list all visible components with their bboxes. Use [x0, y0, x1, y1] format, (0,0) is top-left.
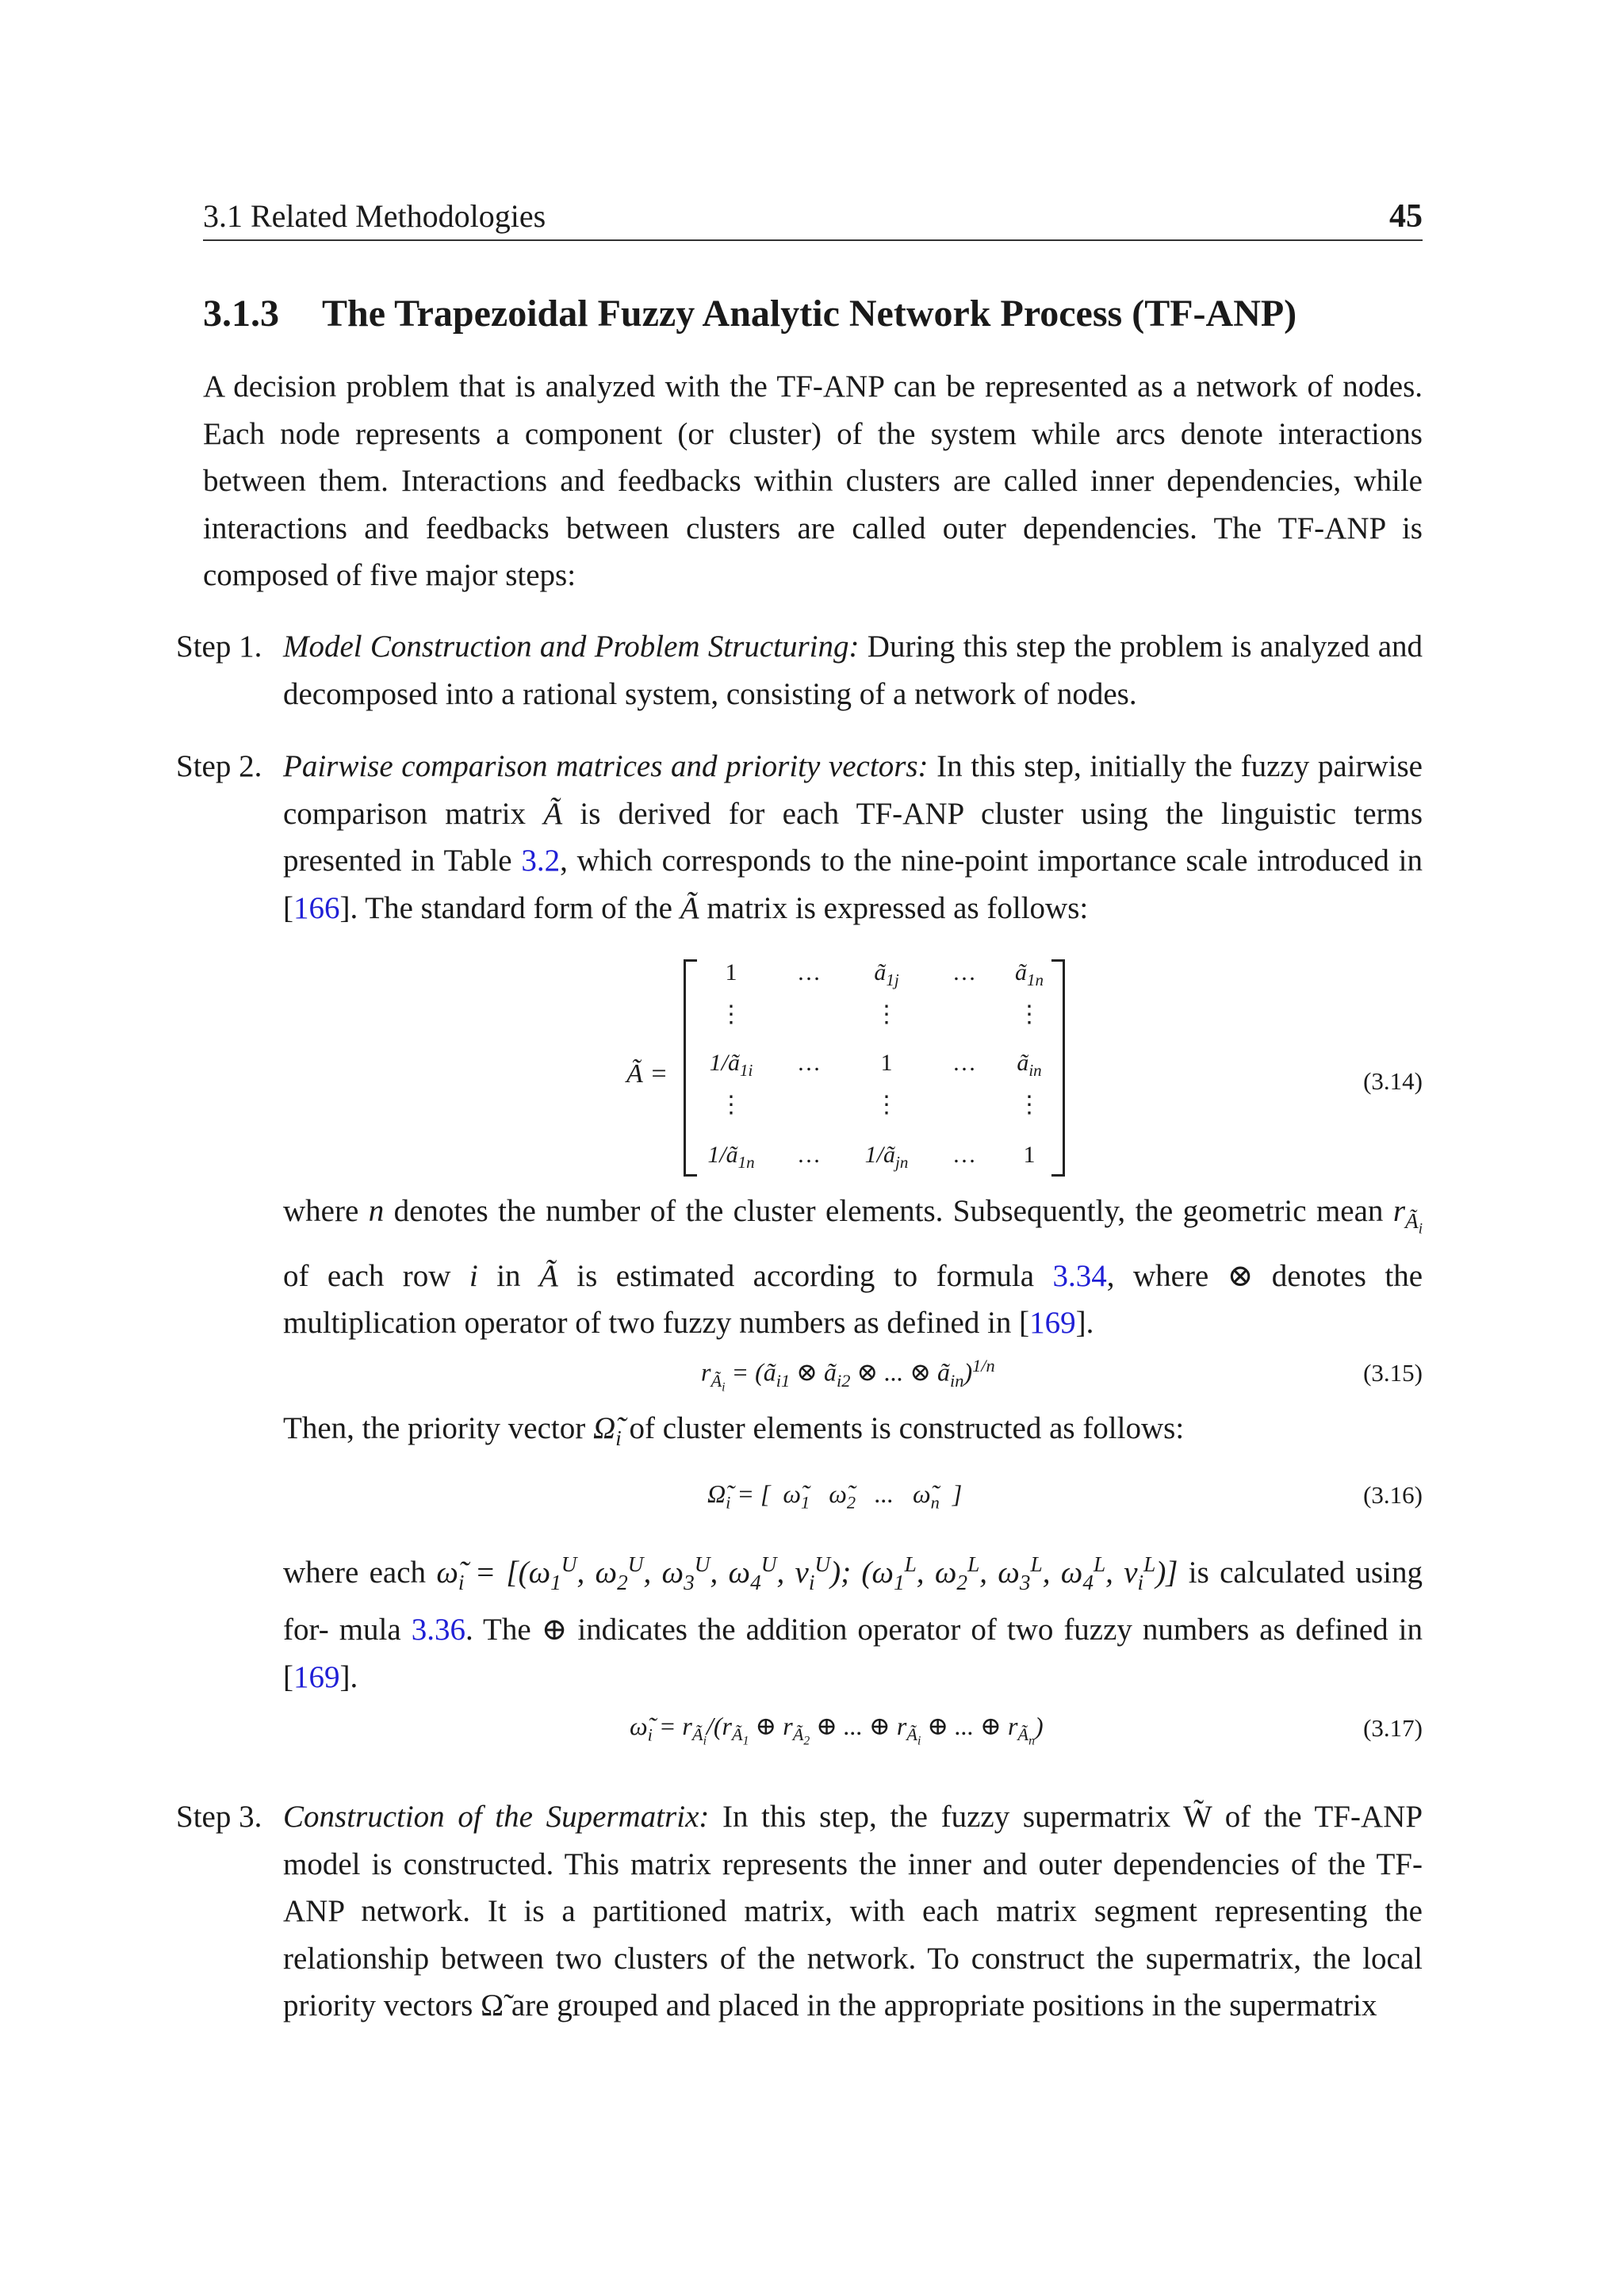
oplus-text: . The ⊕ indicates the addition operator of two fuzzy numbers as defined in	[465, 1613, 1423, 1647]
matrix-cell: …	[797, 1142, 824, 1168]
header-rule	[203, 239, 1423, 241]
matrix-cell: 1	[725, 959, 737, 985]
equation-number-3-17: (3.17)	[1363, 1714, 1423, 1742]
section-title: The Trapezoidal Fuzzy Analytic Network Process (TF-ANP)	[322, 293, 1297, 335]
matrix-cell: ⋮	[1017, 1092, 1041, 1118]
step-1-text: During this step the problem is analyzed and decomposed into a rational system, consisting of a network of nodes.	[283, 629, 1423, 711]
intro-paragraph: A decision problem that is analyzed with the TF-ANP can be represented as a network of nodes. Each node represents a component (or cluster) of the system while arcs denote interactions between them. Interactions and feedbacks within clusters are called inner dependencies, while interactions and feedbacks between clusters are called outer dependencies. The TF-ANP is composed of five major steps:	[203, 369, 1423, 592]
step-3-title: Construction of the Supermatrix:	[283, 1800, 710, 1834]
step-2-body: Pairwise comparison matrices and priority vectors: In this step, initially the fuzzy pairwise comparison matrix Ã is derived for each TF-ANP cluster using the linguistic terms presented in Table 3.2, which corresponds to the nine-point importance scale introduced in [166]. The standard form of the Ã matrix is expressed as follows:	[283, 749, 1423, 925]
after-matrix-f: ].	[1075, 1306, 1094, 1341]
matrix-cell: ⋮	[875, 1001, 898, 1027]
step-1-title: Model Construction and Problem Structuring:	[283, 629, 860, 664]
section-heading	[203, 290, 1424, 338]
matrix-cell: …	[952, 1142, 979, 1168]
equation-number-3-14: (3.14)	[1363, 1067, 1423, 1095]
matrix-cell: $ã_{1n}$	[1015, 959, 1044, 989]
after-matrix-d: is estimated according to formula	[576, 1258, 1035, 1293]
matrix-cell: ⋮	[719, 1001, 743, 1027]
step-2-text-c: , which corresponds to the nine-point importance scale introduced in [	[283, 844, 1423, 925]
matrix-cell: …	[952, 959, 979, 985]
then-prefix: Then, the priority vector	[283, 1411, 586, 1445]
step-2-label: Step 2.	[176, 749, 262, 783]
step-2-text-b: is derived for each TF-ANP cluster using the linguistic terms presented in Table	[283, 796, 1423, 878]
table-ref-link[interactable]: 3.2	[521, 844, 561, 878]
matrix-cell: …	[797, 1050, 824, 1076]
step-2-after-matrix: where n denotes the number of the cluster elements. Subsequently, the geometric mean $r_{Ã_i}$ of each row i in Ã is estimated according to formula 3.34, where ⊗ denotes the multiplication operator of two fuzzy numbers as defined in [169].	[283, 1194, 1423, 1341]
step-2-title: Pairwise comparison matrices and priority vectors:	[283, 749, 929, 783]
matrix-cell: $1/ã_{jn}$	[864, 1142, 909, 1172]
formula-ref-3-34[interactable]: 3.34	[1052, 1258, 1107, 1293]
matrix-cell: ⋮	[875, 1092, 898, 1118]
running-header-section: 3.1 Related Methodologies	[203, 198, 546, 234]
step-3-text: In this step, the fuzzy supermatrix W̃ of the TF-ANP model is constructed. This matrix represents the inner and outer dependencies of the TF-ANP network. It is a partitioned matrix, with each matrix segment representing the relationship between two clusters of the network. To construct the supermatrix, the local priority vectors Ω̃ are grouped and placed in the appropriate positions in the supermatrix	[283, 1800, 1423, 2022]
cite-169-link[interactable]: 169	[1029, 1306, 1076, 1341]
matrix-cell: …	[952, 1050, 979, 1076]
step-2-text-a: In this step, initially the fuzzy pairwise comparison matrix	[283, 749, 1423, 831]
calc-text: is calculated using for-	[283, 1556, 1423, 1647]
step-3-body	[283, 1793, 1423, 2030]
equation-3-15: $r_{Ã_i}$ = ($ã_{i1}$ ⊗ $ã_{i2}$ ⊗ ... ⊗ $ã_{in})^{1/n}$	[701, 1356, 995, 1395]
mula-text: mula	[339, 1613, 401, 1647]
matrix-cell: $ã_{1j}$	[874, 959, 899, 989]
matrix-cell: $1/ã_{1i}$	[709, 1050, 753, 1080]
section-number: 3.1.3	[203, 293, 279, 335]
page-number: 45	[1389, 198, 1423, 235]
formula-ref-3-36[interactable]: 3.36	[411, 1613, 465, 1647]
where-each: where each	[283, 1556, 427, 1590]
where-each-sentence: where each $\omegã_i = [(\omega_1^U$, $\omega_2^U$, $\omega_3^U$, $\omega_4^U$, $v_i^U$); ($\omega_1^L$, $\omega_2^L$, $\omega_3^L$, $\omega_4^L$, $v_i^L$)] is calculated using for- mula 3.36. The ⊕ indicates the addition operator of two fuzzy numbers as defined in [169].	[283, 1552, 1423, 1694]
step-1-body	[283, 623, 1423, 718]
step-2-text-d: ]. The standard form of the	[339, 890, 672, 925]
step-2-text-e: matrix is expressed as follows:	[707, 890, 1089, 925]
equation-number-3-16: (3.16)	[1363, 1481, 1423, 1509]
running-header	[203, 197, 1423, 236]
matrix-cell: ⋮	[719, 1092, 743, 1118]
after-matrix-c: in	[496, 1258, 521, 1293]
matrix-cell: 1	[880, 1050, 893, 1076]
cite-166-link[interactable]: 166	[293, 890, 340, 925]
after-matrix-a: denotes the number of the cluster elements. Subsequently, the geometric mean	[393, 1194, 1384, 1228]
matrix-cell: $1/ã_{1n}$	[707, 1142, 755, 1172]
matrix-cell: $ã_{in}$	[1017, 1050, 1042, 1080]
equation-3-17: $\omegã_i = r_{Ã_i}/(r_{Ã_1}$ ⊕ $r_{Ã_2}$ ⊕ ... ⊕ $r_{Ã_i}$ ⊕ ... ⊕ $r_{Ã_n}$)	[630, 1712, 1044, 1748]
equation-3-16: $\Omegã_i$ = [ $\omegã_1$ $\omegã_2$ ... $\omegã_n$ ]	[707, 1479, 963, 1513]
matrix-cell: ⋮	[1017, 1001, 1041, 1027]
matrix-cell: 1	[1023, 1142, 1036, 1168]
step-3-label: Step 3.	[176, 1800, 262, 1834]
after-matrix-e: , where ⊗ denotes the multiplication operator of two fuzzy numbers as defined in [	[283, 1258, 1423, 1341]
after-matrix-b: of each row	[283, 1258, 451, 1293]
matrix-cell: …	[797, 959, 824, 985]
matrix-lhs: Ã =	[626, 1059, 668, 1089]
then-text: of cluster elements is constructed as follows:	[629, 1411, 1185, 1445]
equation-number-3-15: (3.15)	[1363, 1359, 1423, 1387]
cite-169b-link[interactable]: 169	[293, 1659, 340, 1694]
step-1-label: Step 1.	[176, 629, 262, 664]
where-word: where	[283, 1194, 359, 1228]
priority-vector-sentence: Then, the priority vector $\Omegã_i$ of cluster elements is constructed as follows:	[283, 1411, 1185, 1450]
